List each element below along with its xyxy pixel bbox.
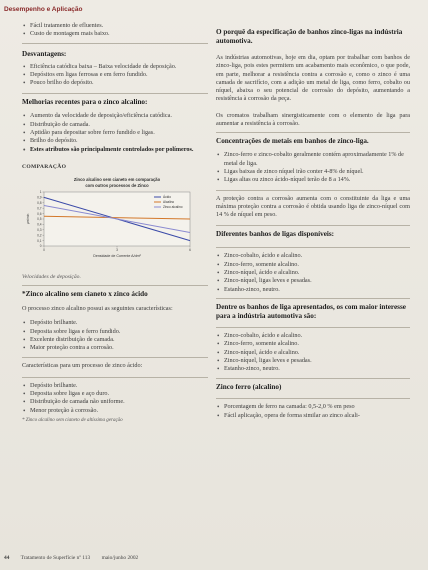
list-item: • Fácil tratamento de efluentes. — [22, 22, 208, 30]
y-tick-label: 1 — [39, 190, 42, 195]
automotive-paragraph: As indústrias automotivas, hoje em dia, optam por trabalhar com banhos de zinco-liga, pois estes permitem um acabamento mais econômico, o que pode, em parte, melhorar a resistência contra a corrosão e, como o zinco é uma camada de sacrifício, com a adição um metal de liga, como ferro, cobalto ou níquel, abaixa o seu potencial de corrosão do depósito, aumentando a resistência à corrosão da peça. — [216, 54, 410, 103]
divider — [216, 298, 410, 299]
divider — [22, 377, 208, 378]
list-item: • Depósito brilhante. — [22, 319, 208, 327]
legend-label: Alcalino — [163, 200, 175, 205]
list-item: • Zinco-níquel, ligas leves e pesadas. — [216, 277, 410, 285]
y-tick-label: 0,7 — [37, 206, 42, 211]
divider — [216, 398, 410, 399]
y-tick-label: 0,2 — [37, 233, 42, 238]
recent-improvements-list — [22, 112, 208, 145]
list-item: • Zinco-níquel, ácido e alcalino. — [216, 349, 410, 357]
divider — [22, 357, 208, 358]
divider — [216, 132, 410, 133]
list-item: • Excelente distribuição de camada. — [22, 336, 208, 344]
left-column — [22, 22, 208, 423]
list-item: • Zinco-níquel, ligas leves e pesadas. — [216, 357, 410, 365]
chart-title: com outros processos de Zinco — [85, 182, 149, 188]
list-item: • Brilho do depósito. — [22, 137, 208, 145]
recent-improvements-heading: Melhorias recentes para o zinco alcalino: — [22, 98, 148, 107]
list-item: • Deposita sobre ligas e ferro fundido. — [22, 328, 208, 336]
list-item: • Porcentagem de ferro na camada: 0,5-2,0 % em peso — [216, 403, 410, 411]
zinc-intro: O processo zinco alcalino possui as seguintes características: — [22, 304, 173, 312]
list-item: • Ligas altas ou zinco ácido-níquel terão de 8 a 14%. — [216, 176, 410, 184]
acid-zinc-intro: Características para um processo de zinco ácido: — [22, 362, 143, 370]
x-tick-label: 3 — [116, 247, 118, 252]
divider — [216, 378, 410, 379]
zinc-iron-list — [216, 403, 410, 420]
zinc-comparison-heading: *Zinco alcalino sem cianeto x zinco ácido — [22, 289, 148, 298]
list-item: • Zinco-cobalto, ácido e alcalino. — [216, 332, 410, 340]
list-item: • Zinco-cobalto, ácido e alcalino. — [216, 252, 410, 260]
page-number: 44 — [4, 555, 10, 561]
section-header: Desempenho e Aplicação — [4, 6, 83, 13]
legend-label: Ácido — [163, 195, 171, 200]
divider — [216, 225, 410, 226]
comparison-label: COMPARAÇÃO — [22, 163, 67, 170]
polymers-note: • Estes atributos são principalmente controlados por polímeros. — [22, 146, 208, 154]
figure-caption: Velocidades de deposição. — [22, 273, 81, 280]
chart-title: Zinco alcalino sem cianeto em comparação — [73, 176, 161, 182]
list-item: • Depósitos em ligas ferrosas e em ferro fundido. — [22, 71, 208, 79]
zinc-iron-heading: Zinco ferro (alcalino) — [216, 383, 282, 392]
divider — [22, 43, 208, 44]
y-tick-label: 0,3 — [37, 227, 42, 232]
journal-name: Tratamento de Superfície nº 113 — [20, 555, 91, 561]
y-tick-label: 0,9 — [37, 195, 42, 200]
legend-label: Zinco alcalino — [163, 205, 183, 210]
x-axis-label: Densidade de Corrente A/dm² — [93, 253, 141, 258]
list-item: • Zinco-ferro e zinco-cobalto geralmente contém aproximadamente 1% de metal de liga. — [216, 151, 410, 168]
available-alloys-list — [216, 252, 410, 293]
list-item: • Distribuição de camada não uniforme. — [22, 398, 208, 406]
list-item: • Ligas baixas de zinco níquel irão conter 4-8% de níquel. — [216, 168, 410, 176]
list-item: • Custo de montagem mais baixo. — [22, 30, 208, 38]
list-item: • Estanho-zinco, neutro. — [216, 286, 410, 294]
list-item: • Zinco-ferro, somente alcalino. — [216, 340, 410, 348]
y-tick-label: 0,4 — [37, 222, 42, 227]
available-alloys-heading: Diferentes banhos de ligas disponíveis: — [216, 230, 335, 239]
right-column — [216, 22, 410, 420]
y-axis-label: µm/min — [26, 213, 30, 225]
list-item: • Distribuição de camada. — [22, 121, 208, 129]
list-item: • Eficiência catódica baixa – Baixa velocidade de deposição. — [22, 63, 208, 71]
list-item: • Aptidão para depositar sobre ferro fundido e ligas. — [22, 129, 208, 137]
automotive-heading: O porquê da especificação de banhos zinco-ligas na indústria automotiva. — [216, 28, 403, 45]
divider — [216, 247, 410, 248]
issue-date: maio/junho 2002 — [101, 555, 139, 561]
automotive-interest-list — [216, 332, 410, 373]
list-item: • Zinco-ferro, somente alcalino. — [216, 261, 410, 269]
footnote: * Zinco alcalino sem cianeto de altíssima geração — [22, 417, 123, 423]
divider — [22, 93, 208, 94]
list-item: • Fácil aplicação, opera de forma similar ao zinco alcali- — [216, 412, 410, 420]
divider — [216, 327, 410, 328]
list-item: • Zinco-níquel, ácido e alcalino. — [216, 269, 410, 277]
y-tick-label: 0,5 — [37, 217, 42, 222]
list-item: • Deposita sobre ligas e aço duro. — [22, 390, 208, 398]
automotive-interest-heading: Dentre os banhos de liga apresentados, os com maior interesse para a indústria automotiva são: — [216, 302, 406, 320]
divider — [216, 190, 410, 191]
page-footer — [4, 555, 148, 561]
disadvantages-heading: Desvantagens: — [22, 49, 67, 58]
x-tick-label: 6 — [189, 247, 191, 252]
list-item: • Maior proteção contra a corrosão. — [22, 344, 208, 352]
corrosion-paragraph: A proteção contra a corrosão aumenta com o constituinte da liga e uma máxima proteção contra a corrosão é obtida usando liga de zinco-níquel com 14 % de níquel em peso. — [216, 194, 410, 219]
deposition-rate-chart — [22, 176, 208, 260]
list-item: • Depósito brilhante. — [22, 382, 208, 390]
chart-svg — [22, 176, 208, 260]
x-tick-label: 0 — [43, 247, 45, 252]
y-tick-label: 0 — [39, 244, 42, 249]
y-tick-label: 0,6 — [37, 211, 42, 216]
concentrations-heading: Concentrações de metais em banhos de zinco-liga. — [216, 137, 369, 146]
advantages-list-continued — [22, 22, 208, 39]
y-tick-label: 0,1 — [37, 238, 42, 243]
disadvantages-list — [22, 63, 208, 88]
list-item: • Menor proteção à corrosão. — [22, 407, 208, 415]
list-item: • Aumento da velocidade de deposição/eficiência catódica. — [22, 112, 208, 120]
list-item: • Pouco brilho do depósito. — [22, 79, 208, 87]
acid-zinc-list — [22, 382, 208, 415]
concentrations-list — [216, 151, 410, 184]
y-tick-label: 0,8 — [37, 200, 42, 205]
divider — [22, 285, 208, 286]
list-item: • Estanho-zinco, neutro. — [216, 365, 410, 373]
alkaline-zinc-list — [22, 319, 208, 352]
chromates-paragraph: Os cromatos trabalham sinergisticamente com o elemento de liga para aumentar a resistência à corrosão. — [216, 111, 410, 128]
